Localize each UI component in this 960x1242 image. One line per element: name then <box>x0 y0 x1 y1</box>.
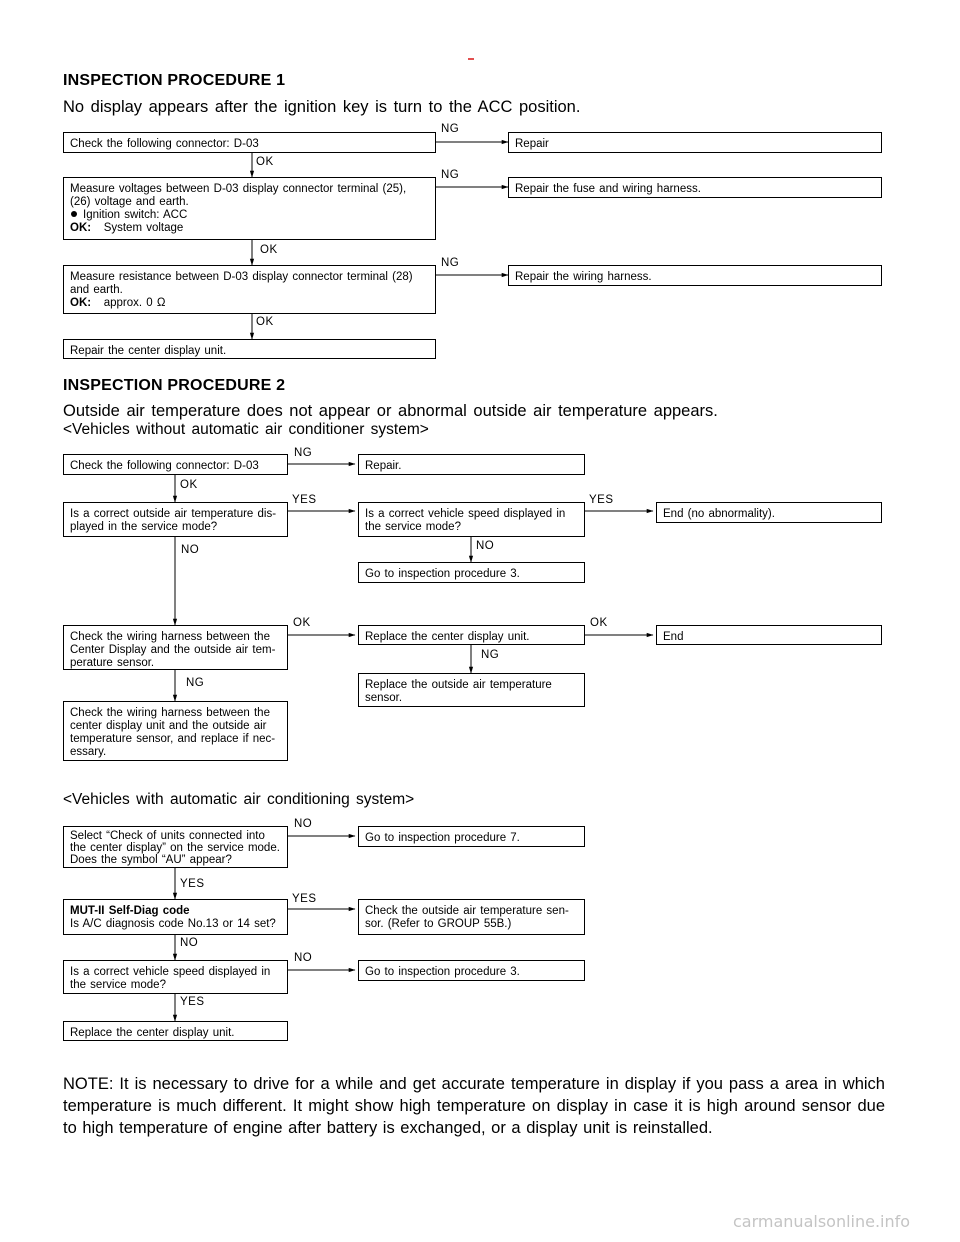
b-no-label-1: NO <box>294 818 313 830</box>
a-wiring-replace-box <box>63 701 288 761</box>
b-no-label-2: NO <box>180 937 199 949</box>
proc2-subtitle-without-auto-ac: <Vehicles without automatic air conditioner system> <box>63 421 429 438</box>
a-wiring-replace-l3: temperature sensor, and replace if nec- <box>70 733 276 745</box>
a-check-connector-box <box>63 454 288 475</box>
b-no-label-3: NO <box>294 952 313 964</box>
b-mut-question: Is A/C diagnosis code No.13 or 14 set? <box>70 918 276 930</box>
p1-repair-wiring-text: Repair the wiring harness. <box>515 271 652 283</box>
bullet-icon <box>71 211 77 217</box>
p1-ok-label-2: OK <box>260 244 278 256</box>
b-mut-title: MUT-II Self-Diag code <box>70 905 190 917</box>
p1-ok-criterion-value: System voltage <box>103 222 184 234</box>
proc1-heading: INSPECTION PROCEDURE 1 <box>63 72 286 89</box>
a-yes-label-1: YES <box>292 494 317 506</box>
b-goto7-text: Go to inspection procedure 7. <box>365 832 520 844</box>
b-replace-cdu-text: Replace the center display unit. <box>70 1027 235 1039</box>
a-replace-cdu-text: Replace the center display unit. <box>365 631 530 643</box>
a-ok-label-2: OK <box>293 617 311 629</box>
p1-measure-voltage-box <box>63 177 436 240</box>
a-ng-label-2: NG <box>481 649 500 661</box>
a-check-wiring-l2: Center Display and the outside air tem- <box>70 644 276 656</box>
a-no-label-2: NO <box>476 540 495 552</box>
a-ok-label-3: OK <box>590 617 608 629</box>
watermark: carmanualsonline.info <box>733 1212 911 1231</box>
p1-ng-label-2: NG <box>441 169 460 181</box>
b-select-l1: Select “Check of units connected into <box>70 830 265 842</box>
p1-repair-cdu-text: Repair the center display unit. <box>70 345 227 357</box>
a-check-wiring-l1: Check the wiring harness between the <box>70 631 270 643</box>
b-goto7-box <box>358 826 585 847</box>
p1-measure-voltage-l1: Measure voltages between D-03 display connector terminal (25), <box>70 183 407 195</box>
b-goto3-box <box>358 960 585 981</box>
p1-ok-label-3: OK <box>256 316 274 328</box>
a-ok-label-1: OK <box>180 479 198 491</box>
b-check-sensor-l2: sor. (Refer to GROUP 55B.) <box>365 918 512 930</box>
b-q-speed-box <box>63 960 288 994</box>
b-yes-label-3: YES <box>180 996 205 1008</box>
p1-repair-fuse-text: Repair the fuse and wiring harness. <box>515 183 701 195</box>
b-q-speed-l1: Is a correct vehicle speed displayed in <box>70 966 271 978</box>
a-check-wiring-box <box>63 625 288 670</box>
p1-measure-resistance-l2: and earth. <box>70 284 123 296</box>
b-select-l2: the center display” on the service mode. <box>70 842 280 854</box>
p1-ok2-criterion-value: approx. 0 Ω <box>103 297 166 309</box>
a-q-display-l1: Is a correct outside air temperature dis- <box>70 508 277 520</box>
a-no-label-1: NO <box>181 544 200 556</box>
a-replace-cdu-box <box>358 625 585 645</box>
a-q-display-l2: played in the service mode? <box>70 521 218 533</box>
a-end-no-abnormality-text: End (no abnormality). <box>663 508 775 520</box>
b-mut-code-box <box>63 899 288 935</box>
a-check-connector-text: Check the following connector: D-03 <box>70 460 259 472</box>
a-ng-label-1: NG <box>294 447 313 459</box>
a-end-text: End <box>663 631 684 643</box>
p1-repair-fuse-box <box>508 177 882 198</box>
p1-check-connector-box <box>63 132 436 153</box>
p1-ok2-criterion-label: OK: <box>70 297 92 309</box>
note-paragraph: NOTE: It is necessary to drive for a while and get accurate temperature in display if you pass a area in which temperature is much different. It might show high temperature on display in case it is high around sensor due to high temperature of engine after battery is exchanged, or a display unit is reinstalled. <box>63 1075 885 1137</box>
a-wiring-replace-l2: center display unit and the outside air <box>70 720 267 732</box>
p1-repair-cdu-box <box>63 339 436 359</box>
p1-ng-label-3: NG <box>441 257 460 269</box>
a-yes-label-2: YES <box>589 494 614 506</box>
proc2-heading: INSPECTION PROCEDURE 2 <box>63 377 286 394</box>
a-replace-sensor-l2: sensor. <box>365 692 403 704</box>
p1-ng-label-1: NG <box>441 123 460 135</box>
a-q-display-box <box>63 502 288 537</box>
b-select-units-box <box>63 826 288 868</box>
a-end-no-abnormality-box <box>656 502 882 523</box>
a-check-wiring-l3: perature sensor. <box>70 657 155 669</box>
b-goto3-text: Go to inspection procedure 3. <box>365 966 520 978</box>
a-repair-box <box>358 454 585 475</box>
p1-measure-resistance-l1: Measure resistance between D-03 display connector terminal (28) <box>70 271 413 283</box>
p1-repair-box <box>508 132 882 153</box>
b-check-sensor-box <box>358 899 585 935</box>
a-replace-sensor-box <box>358 673 585 707</box>
a-replace-sensor-l1: Replace the outside air temperature <box>365 679 552 691</box>
a-wiring-replace-l1: Check the wiring harness between the <box>70 707 270 719</box>
b-q-speed-l2: the service mode? <box>70 979 166 991</box>
p1-ok-label-1: OK <box>256 156 274 168</box>
b-replace-cdu-box <box>63 1021 288 1041</box>
p1-measure-resistance-box <box>63 265 436 314</box>
a-ng-label-3: NG <box>186 677 205 689</box>
proc2-subtitle-with-auto-ac: <Vehicles with automatic air conditioning system> <box>63 791 415 808</box>
a-repair-text: Repair. <box>365 460 402 472</box>
b-select-l3: Does the symbol “AU” appear? <box>70 854 232 866</box>
proc2-symptom: Outside air temperature does not appear or abnormal outside air temperature appears. <box>63 402 718 420</box>
p1-repair-text: Repair <box>515 138 549 150</box>
b-check-sensor-l1: Check the outside air temperature sen- <box>365 905 569 917</box>
a-goto3-text: Go to inspection procedure 3. <box>365 568 520 580</box>
b-yes-label-1: YES <box>180 878 205 890</box>
p1-check-connector-text: Check the following connector: D-03 <box>70 138 259 150</box>
a-end-box <box>656 625 882 645</box>
p1-ok-criterion-label: OK: <box>70 222 92 234</box>
a-q-speed-l1: Is a correct vehicle speed displayed in <box>365 508 566 520</box>
a-goto3-box <box>358 562 585 583</box>
p1-repair-wiring-box <box>508 265 882 286</box>
a-wiring-replace-l4: essary. <box>70 746 107 758</box>
proc1-symptom: No display appears after the ignition key is turn to the ACC position. <box>63 98 581 116</box>
p1-measure-voltage-l2: (26) voltage and earth. <box>70 196 189 208</box>
a-q-speed-l2: the service mode? <box>365 521 461 533</box>
p1-ignition-condition: Ignition switch: ACC <box>83 209 188 221</box>
a-q-speed-box <box>358 502 585 537</box>
b-yes-label-2: YES <box>292 893 317 905</box>
